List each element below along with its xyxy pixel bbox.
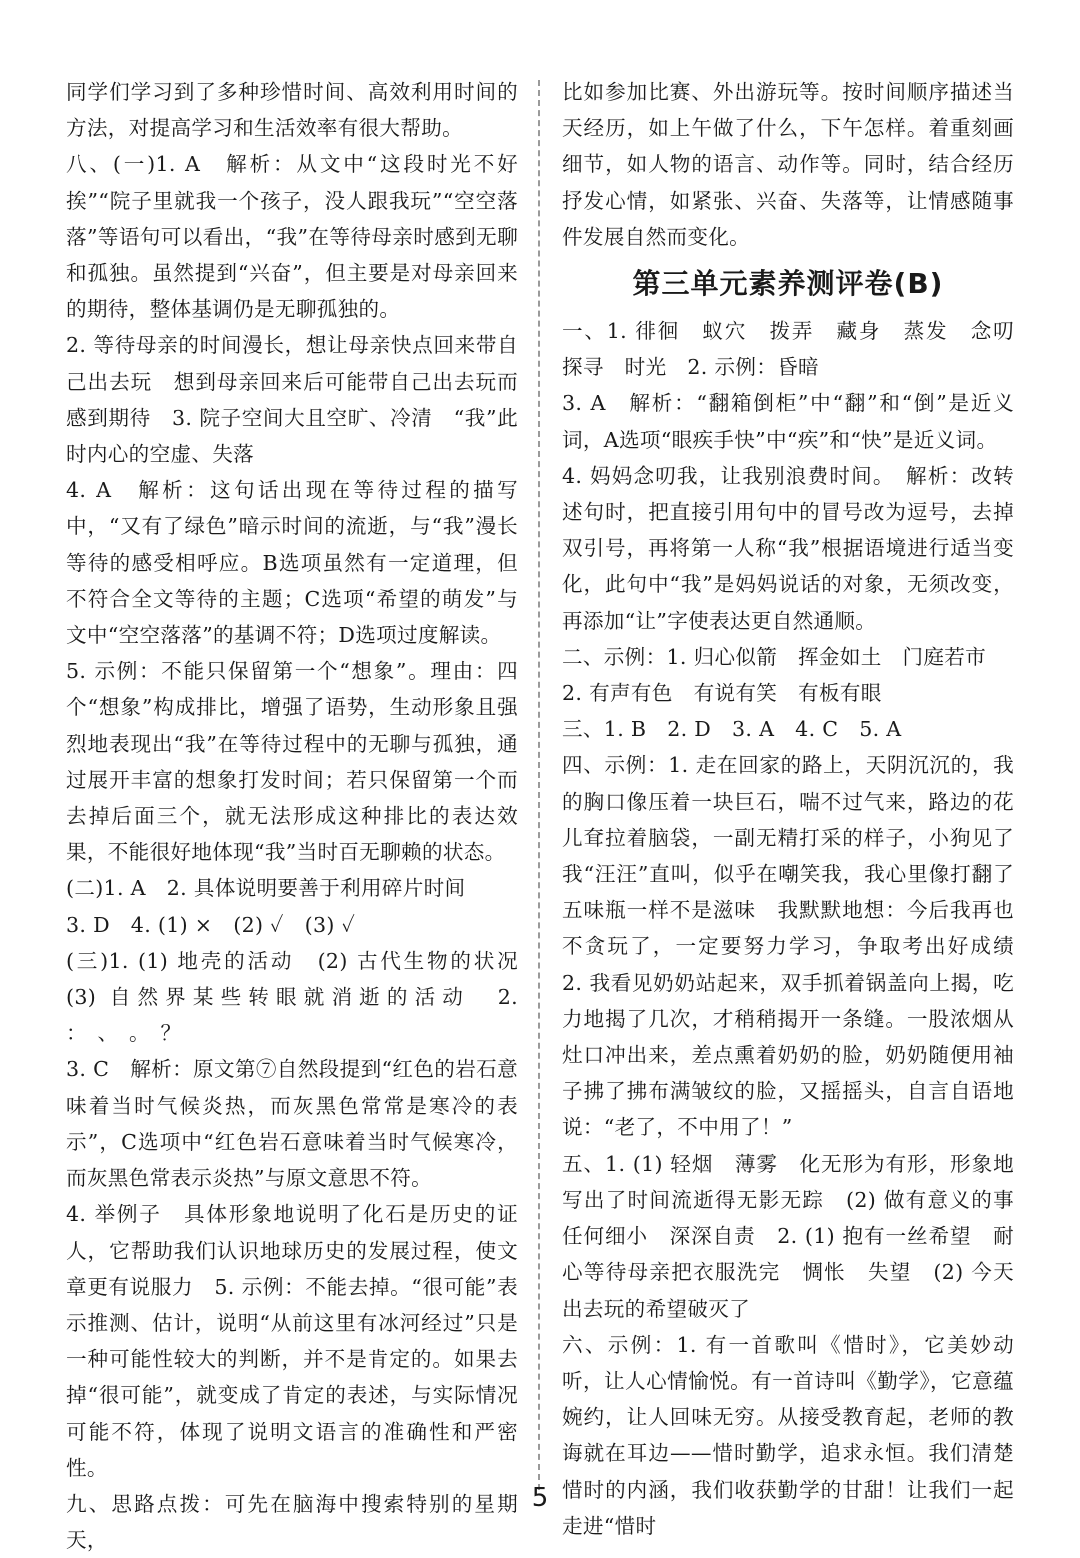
right-column bbox=[562, 74, 1035, 1544]
paragraph: 八、(一)1. A 解析：从文中“这段时光不好挨”“院子里就我一个孩子，没人跟我玩”“空空落落”等语句可以看出，“我”在等待母亲时感到无聊和孤独。虽然提到“兴奋”，但主要是对母亲回来的期待，整体基调仍是无聊孤独的。 bbox=[66, 152, 518, 322]
paragraph: 3. A 解析：“翻箱倒柜”中“翻”和“倒”是近义词，A选项“眼疾手快”中“疾”和“快”是近义词。 bbox=[562, 391, 1014, 452]
paragraph: 五、1. (1) 轻烟 薄雾 化无形为有形，形象地写出了时间流逝得无影无踪 (2) 做有意义的事 任何细小 深深自责 2. (1) 抱有一丝希望 耐心等待母亲把衣服洗完 惆怅 失望 (2) 今天出去玩的希望破灭了 bbox=[562, 1151, 1035, 1321]
paragraph: 四、示例：1. 走在回家的路上，天阴沉沉的，我的胸口像压着一块巨石，喘不过气来，路边的花儿耷拉着脑袋，一副无精打采的样子，小狗见了我“汪汪”直叫，似乎在嘲笑我，我心里像打翻了五味瓶一样不是滋味 我默默地想：今后我再也不贪玩了，一定要努力学习，争取考出好成绩 2. 我看见奶奶站起来，双手抓着锅盖向上揭，吃力地揭了几次，才稍稍揭开一条缝。一股浓烟从灶口冲出来，差点熏着奶奶的脸，奶奶随便用袖子拂了拂布满皱纹的脸，又摇摇头，自言自语地说：“老了，不中用了！” bbox=[562, 753, 1035, 1140]
column-divider bbox=[538, 80, 540, 1490]
paragraph: 2. 有声有色 有说有笑 有板有眼 bbox=[562, 681, 882, 706]
paragraph: 同学们学习到了多种珍惜时间、高效利用时间的方法，对提高学习和生活效率有很大帮助。 bbox=[66, 80, 518, 141]
paragraph: 一、1. 徘徊 蚁穴 拨弄 藏身 蒸发 念叨 探寻 时光 2. 示例：昏暗 bbox=[562, 319, 1035, 380]
paragraph: 3. C 解析：原文第⑦自然段提到“红色的岩石意味着当时气候炎热，而灰黑色常常是寒冷的表示”，C选项中“红色岩石意味着当时气候寒冷，而灰黑色常表示炎热”与原文意思不符。 bbox=[66, 1057, 518, 1191]
paragraph: 二、示例：1. 归心似箭 挥金如土 门庭若市 bbox=[562, 644, 987, 669]
paragraph: 4. 举例子 具体形象地说明了化石是历史的证人，它帮助我们认识地球历史的发展过程，使文章更有说服力 5. 示例：不能去掉。“很可能”表示推测、估计，说明“从前这里有冰河经过”只是一种可能性较大的判断，并不是肯定的。如果去掉“很可能”，就变成了肯定的表述，与实际情况可能不符，体现了说明文语言的准确性和严密性。 bbox=[66, 1202, 518, 1480]
page-number: 5 bbox=[531, 1483, 549, 1513]
paragraph: (二)1. A 2. 具体说明要善于利用碎片时间 bbox=[66, 876, 466, 901]
paragraph: 4. 妈妈念叨我，让我别浪费时间。 解析：改转述句时，把直接引用句中的冒号改为逗号，去掉双引号，再将第一人称“我”根据语境进行适当变化，此句中“我”是妈妈说话的对象，无须改变，再添加“让”字使表达更自然通顺。 bbox=[562, 463, 1014, 633]
section-title: 第三单元素养测评卷(B) bbox=[632, 267, 944, 301]
paragraph: 4. A 解析：这句话出现在等待过程的描写中，“又有了绿色”暗示时间的流逝，与“我”漫长等待的感受相呼应。B选项虽然有一定道理，但不符合全文等待的主题；C选项“希望的萌发”与文中“空空落落”的基调不符；D选项过度解读。 bbox=[66, 478, 518, 648]
paragraph: 六、示例：1. 有一首歌叫《惜时》，它美妙动听，让人心情愉悦。有一首诗叫《勤学》，它意蕴婉约，让人回味无穷。从接受教育起，老师的教诲就在耳边——惜时勤学，追求永恒。我们清楚惜时的内涵，我们收获勤学的甘甜！让我们一起走进“惜时 bbox=[562, 1332, 1014, 1538]
paragraph: 三、1. B 2. D 3. A 4. C 5. A bbox=[562, 717, 902, 742]
paragraph: (三)1. (1) 地壳的活动 (2) 古代生物的状况 (3) 自然界某些转眼就消逝的活动 2. ： 、 。 ？ bbox=[66, 948, 539, 1046]
paragraph: 2. 等待母亲的时间漫长，想让母亲快点回来带自己出去玩 想到母亲回来后可能带自己出去玩而感到期待 3. 院子空间大且空旷、冷清 “我”此时内心的空虚、失落 bbox=[66, 333, 518, 467]
paragraph: 5. 示例：不能只保留第一个“想象”。理由：四个“想象”构成排比，增强了语势，生动形象且强烈地表现出“我”在等待过程中的无聊与孤独，通过展开丰富的想象打发时间；若只保留第一个而去掉后面三个，就无法形成这种排比的表达效果，不能很好地体现“我”当时百无聊赖的状态。 bbox=[66, 659, 518, 865]
paragraph: 九、思路点拨：可先在脑海中搜索特别的星期天， bbox=[66, 1491, 518, 1553]
left-column bbox=[66, 74, 539, 1558]
paragraph: 3. D 4. (1) × (2) ✓ (3) ✓ bbox=[66, 912, 356, 937]
paragraph: 比如参加比赛、外出游玩等。按时间顺序描述当天经历，如上午做了什么，下午怎样。着重刻画细节，如人物的语言、动作等。同时，结合经历抒发心情，如紧张、兴奋、失落等，让情感随事件发展自然而变化。 bbox=[562, 80, 1014, 249]
